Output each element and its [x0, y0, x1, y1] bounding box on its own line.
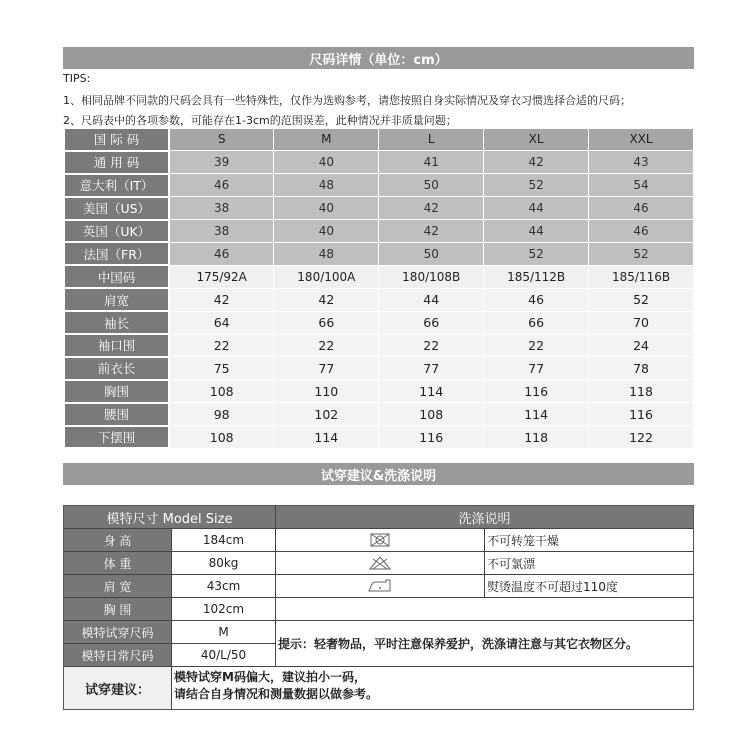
- size-table-cell: 54: [589, 174, 694, 197]
- size-table-cell: 41: [379, 151, 484, 174]
- size-table-cell: 108: [169, 380, 274, 403]
- size-row-label: 通 用 码: [64, 151, 169, 174]
- size-row-label: 美国（US）: [64, 197, 169, 220]
- size-table-cell: 44: [379, 288, 484, 311]
- size-table-cell: 78: [589, 357, 694, 380]
- model-height-value: 184cm: [202, 533, 245, 547]
- size-table-cell: 102: [274, 403, 379, 426]
- size-table-cell: 48: [274, 174, 379, 197]
- size-table-cell: M: [274, 128, 379, 151]
- size-table: [63, 127, 694, 449]
- size-table-cell: 116: [379, 426, 484, 449]
- size-row-label: 法国（FR）: [64, 242, 169, 265]
- tip-line-1: 1、相同品牌不同款的尺码会具有一些特殊性，仅作为选购参考，请您按照自身实际情况及穿衣习惯选择合适的尺码；: [63, 94, 631, 107]
- size-table-cell: 43: [589, 151, 694, 174]
- model-weight-label: 体 重: [64, 552, 171, 574]
- size-row-label: 肩宽: [64, 288, 169, 311]
- size-table-cell: 66: [484, 311, 589, 334]
- size-table-row: [64, 403, 694, 426]
- size-table-cell: 118: [589, 380, 694, 403]
- size-row-label: 意大利（IT）: [64, 174, 169, 197]
- size-table-cell: 66: [274, 311, 379, 334]
- model-fit-size-value: M: [218, 625, 229, 639]
- size-table-row: [64, 426, 694, 449]
- size-table-cell: 38: [169, 220, 274, 243]
- care-tip: 提示：轻奢物品，平时注意保养爱护，洗涤请注意与其它衣物区分。: [278, 637, 639, 651]
- size-table-cell: 42: [274, 288, 379, 311]
- size-table-cell: 114: [274, 426, 379, 449]
- size-row-label: 腰围: [64, 403, 169, 426]
- size-table-cell: L: [379, 128, 484, 151]
- size-row-label: 中国码: [64, 265, 169, 288]
- size-table-cell: XXL: [589, 128, 694, 151]
- size-table-cell: 24: [589, 334, 694, 357]
- size-table-cell: 46: [589, 220, 694, 243]
- size-table-cell: 66: [379, 311, 484, 334]
- model-chest-value: 102cm: [202, 602, 245, 616]
- model-daily-size-label: 模特日常尺码: [64, 644, 171, 666]
- size-details-title: 尺码详情（单位：cm）: [63, 47, 694, 69]
- no-bleach-text: 不可氯漂: [487, 556, 536, 571]
- size-table-cell: 52: [589, 242, 694, 265]
- model-shoulder-label: 肩 宽: [64, 575, 171, 597]
- advice-text: [172, 669, 693, 707]
- size-table-cell: 110: [274, 380, 379, 403]
- size-table-row: [64, 197, 694, 220]
- size-table-row: [64, 151, 694, 174]
- fit-care-title: 试穿建议&洗涤说明: [63, 463, 694, 485]
- size-table-row: [64, 380, 694, 403]
- no-tumble-dry-icon: [276, 529, 484, 551]
- size-table-cell: 38: [169, 197, 274, 220]
- size-table-cell: 42: [169, 288, 274, 311]
- size-table-cell: XL: [484, 128, 589, 151]
- size-table-cell: 52: [589, 288, 694, 311]
- size-table-row: [64, 265, 694, 288]
- model-size-header: 模特尺寸 Model Size: [64, 506, 275, 528]
- size-table-cell: 22: [484, 334, 589, 357]
- size-table-cell: 185/112B: [484, 265, 589, 288]
- size-table-cell: 50: [379, 174, 484, 197]
- tip-line-2: 2、尺码表中的各项参数，可能存在1-3cm的范围误差，此种情况并非质量问题；: [63, 114, 457, 127]
- size-table-cell: 50: [379, 242, 484, 265]
- size-table-cell: 175/92A: [169, 265, 274, 288]
- size-row-label: 英国（UK）: [64, 220, 169, 243]
- size-table-cell: 42: [379, 197, 484, 220]
- size-table-cell: 77: [379, 357, 484, 380]
- size-table-cell: 22: [379, 334, 484, 357]
- size-table-cell: 116: [484, 380, 589, 403]
- size-table-cell: 40: [274, 151, 379, 174]
- size-row-label: 袖口围: [64, 334, 169, 357]
- size-table-cell: 39: [169, 151, 274, 174]
- model-daily-size-value: 40/L/50: [200, 648, 247, 662]
- size-table-cell: 114: [484, 403, 589, 426]
- fit-care-panel: [63, 505, 694, 710]
- advice-line-2: 请结合自身情况和测量数据以做参考。: [174, 687, 379, 701]
- size-table-cell: 22: [169, 334, 274, 357]
- model-chest-label: 胸 围: [64, 598, 171, 620]
- size-table-row: [64, 311, 694, 334]
- iron-icon: [276, 575, 484, 597]
- size-row-label: 国 际 码: [64, 128, 169, 151]
- size-table-row: [64, 288, 694, 311]
- advice-label: 试穿建议：: [64, 667, 171, 709]
- size-table-row: [64, 220, 694, 243]
- size-table-cell: 108: [379, 403, 484, 426]
- size-table-cell: 180/108B: [379, 265, 484, 288]
- size-table-cell: 46: [169, 242, 274, 265]
- size-table-cell: 98: [169, 403, 274, 426]
- tips-heading: TIPS:: [63, 72, 91, 85]
- size-table-cell: 185/116B: [589, 265, 694, 288]
- no-bleach-icon: [276, 552, 484, 574]
- size-table-row: [64, 242, 694, 265]
- size-table-row: [64, 357, 694, 380]
- model-height-label: 身 高: [64, 529, 171, 551]
- size-table-row: [64, 174, 694, 197]
- size-table-cell: 64: [169, 311, 274, 334]
- size-table-cell: 75: [169, 357, 274, 380]
- size-table-cell: 77: [274, 357, 379, 380]
- size-table-cell: 40: [274, 220, 379, 243]
- size-table-cell: 70: [589, 311, 694, 334]
- size-table-row: [64, 128, 694, 151]
- size-table-cell: 52: [484, 174, 589, 197]
- size-row-label: 前衣长: [64, 357, 169, 380]
- advice-line-1: 模特试穿M码偏大，建议拍小一码，: [174, 670, 366, 684]
- size-table-cell: 42: [484, 151, 589, 174]
- size-table-cell: 108: [169, 426, 274, 449]
- size-table-cell: 48: [274, 242, 379, 265]
- size-table-row: [64, 334, 694, 357]
- iron-text: 熨烫温度不可超过110度: [487, 579, 618, 594]
- size-table-cell: 118: [484, 426, 589, 449]
- size-row-label: 胸围: [64, 380, 169, 403]
- size-table-cell: S: [169, 128, 274, 151]
- size-table-cell: 114: [379, 380, 484, 403]
- model-fit-size-label: 模特试穿尺码: [64, 621, 171, 643]
- size-table-cell: 40: [274, 197, 379, 220]
- size-row-label: 袖长: [64, 311, 169, 334]
- size-table-cell: 122: [589, 426, 694, 449]
- size-table-cell: 44: [484, 220, 589, 243]
- size-table-cell: 52: [484, 242, 589, 265]
- size-table-cell: 44: [484, 197, 589, 220]
- no-tumble-dry-text: 不可转笼干燥: [487, 533, 560, 548]
- size-table-cell: 77: [484, 357, 589, 380]
- model-weight-value: 80kg: [208, 556, 239, 570]
- size-table-cell: 22: [274, 334, 379, 357]
- size-table-cell: 46: [169, 174, 274, 197]
- size-row-label: 下摆围: [64, 426, 169, 449]
- size-table-cell: 46: [484, 288, 589, 311]
- size-table-cell: 46: [589, 197, 694, 220]
- size-table-cell: 116: [589, 403, 694, 426]
- model-shoulder-value: 43cm: [206, 579, 241, 593]
- size-table-cell: 180/100A: [274, 265, 379, 288]
- size-table-cell: 42: [379, 220, 484, 243]
- care-header: 洗涤说明: [276, 506, 693, 528]
